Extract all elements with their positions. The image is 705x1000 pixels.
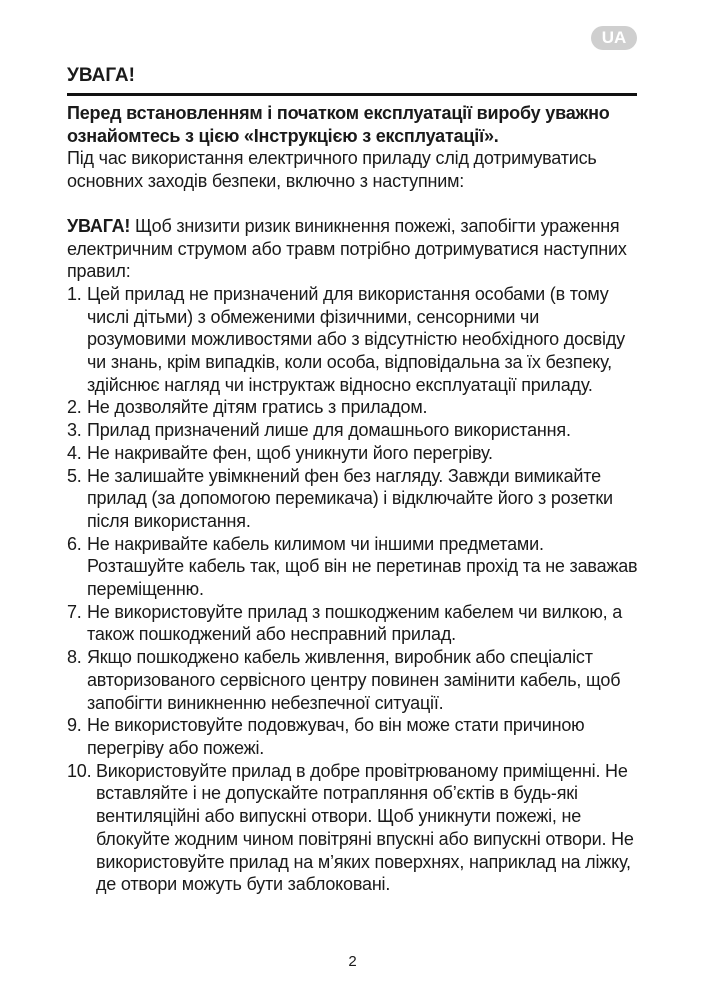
list-item-number: 10. — [67, 760, 92, 781]
language-badge: UA — [591, 26, 637, 50]
safety-rules-list — [67, 283, 642, 896]
list-item-number: 1. — [67, 283, 82, 304]
list-item-text: Якщо пошкоджено кабель живлення, виробник або спеціаліст авторизованого сервісного центру повинен замінити кабель, щоб запобігти виникненню небезпечної ситуації. — [87, 647, 621, 713]
list-item — [67, 396, 642, 419]
list-item — [67, 533, 642, 601]
list-item-text: Не використовуйте прилад з пошкодженим кабелем чи вилкою, а також пошкоджений або несправний прилад. — [87, 601, 623, 645]
page-number: 2 — [348, 953, 357, 970]
list-item-text: Не накривайте кабель килимом чи іншими предметами. Розташуйте кабель так, щоб він не перетинав прохід та не заважав переміщенню. — [87, 533, 638, 600]
list-item-text: Цей прилад не призначений для використання особами (в тому числі дітьми) з обмеженими фізичними, сенсорними чи розумовими можливостями або з відсутністю необхідного досвіду чи знань, крім випадків, коли особа, відповідальна за їх безпеку, здійснює нагляд чи інструктаж відносно експлуатації приладу. — [87, 283, 625, 395]
list-item-text: Прилад призначений лише для домашнього використання. — [87, 420, 571, 441]
list-item-number: 2. — [67, 397, 82, 418]
list-item-text: Не дозволяйте дітям гратись з приладом. — [87, 397, 428, 418]
list-item-number: 7. — [67, 601, 82, 622]
list-item-number: 9. — [67, 715, 82, 736]
list-item-text: Використовуйте прилад в добре провітрюваному приміщенні. Не вставляйте і не допускайте потрапляння об’єктів в будь-які вентиляційні або випускні отвори. Щоб уникнути пожежі, не блокуйте жодним чином повітряні впускні або випускні отвори. Не використовуйте прилад на м’яких поверхнях, наприклад на ліжку, де отвори можуть бути заблоковані. — [96, 760, 634, 895]
list-item-text: Не накривайте фен, щоб уникнути його перегріву. — [87, 442, 493, 463]
list-item-number: 8. — [67, 647, 82, 668]
list-item-number: 4. — [67, 442, 82, 463]
warning-paragraph — [67, 215, 642, 283]
list-item-number: 5. — [67, 465, 82, 486]
list-item-number: 3. — [67, 420, 82, 441]
warning-label: УВАГА! — [67, 215, 131, 236]
list-item — [67, 283, 642, 397]
list-item — [67, 419, 642, 442]
document-body — [67, 102, 642, 896]
list-item — [67, 646, 642, 714]
warning-text: Щоб знизити ризик виникнення пожежі, запобігти ураження електричним струмом або травм потрібно дотримуватися наступних правил: — [67, 215, 627, 282]
intro-bold-paragraph: Перед встановленням і початком експлуатації виробу уважно ознайомтесь з цією «Інструкцією з експлуатації». — [67, 103, 610, 146]
warning-title: УВАГА! — [67, 65, 135, 86]
list-item-number: 6. — [67, 533, 82, 554]
list-item-text: Не залишайте увімкнений фен без нагляду. Завжди вимикайте прилад (за допомогою перемикача) і відключайте його з розетки після використання. — [87, 465, 613, 531]
title-divider — [67, 93, 637, 96]
list-item — [67, 601, 642, 646]
paragraph-gap — [67, 193, 642, 215]
list-item — [67, 760, 642, 896]
list-item — [67, 465, 642, 533]
intro-paragraph: Під час використання електричного приладу слід дотримуватись основних заходів безпеки, включно з наступним: — [67, 148, 597, 192]
list-item — [67, 442, 642, 465]
list-item-text: Не використовуйте подовжувач, бо він може стати причиною перегріву або пожежі. — [87, 715, 585, 758]
list-item — [67, 714, 642, 759]
